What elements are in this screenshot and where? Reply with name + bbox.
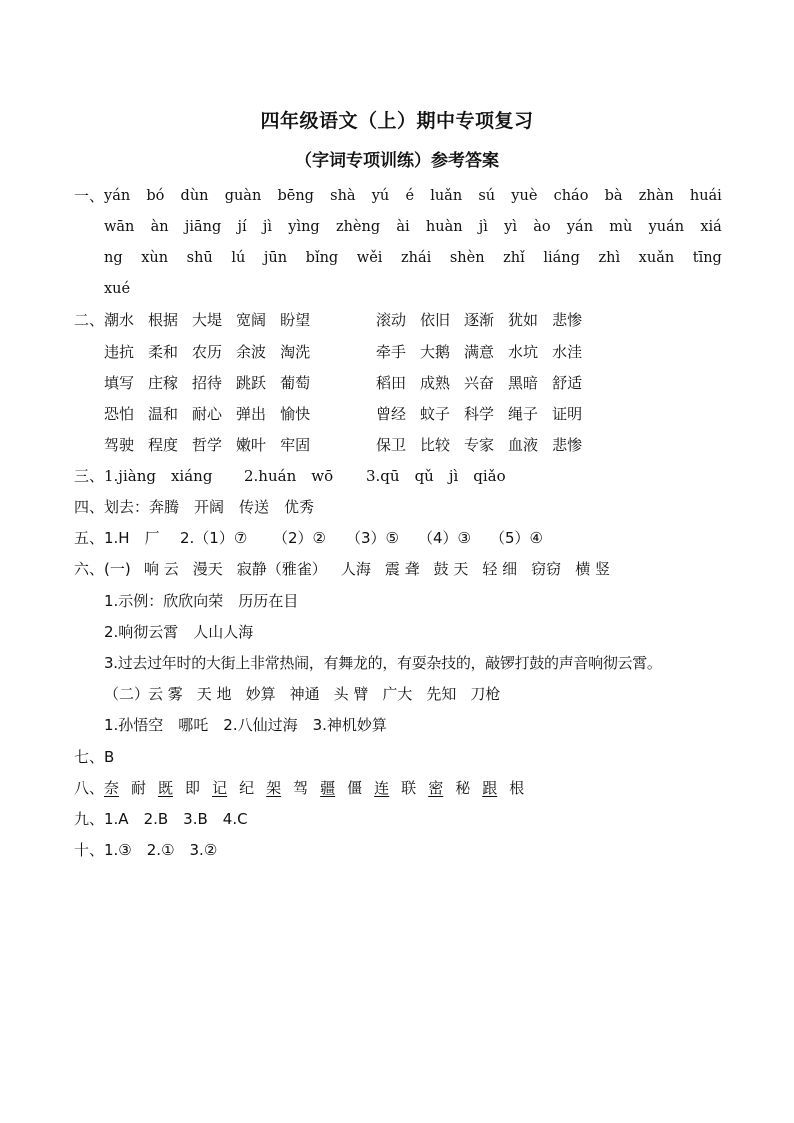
part-1-items [144,557,624,581]
pinyin-syllable: zhǐ [503,250,525,266]
underlined-char: 疆 [320,779,336,797]
underlined-char: 密 [428,779,444,797]
char: 僵 [347,779,363,797]
pinyin-syllable: dùn [180,188,209,204]
word: 招待 [192,374,223,392]
word: 血液 [508,436,539,454]
pinyin-syllable: luǎn [430,188,463,204]
word: 依旧 [420,311,451,329]
pinyin-syllable: cháo [553,188,589,204]
pinyin-line [104,184,722,208]
section-3 [0,464,794,488]
word: 潮水 [104,311,135,329]
underlined-char: 连 [374,779,390,797]
underlined-char: 既 [158,779,174,797]
word: 逐渐 [464,311,495,329]
word: 证明 [552,405,583,423]
pinyin-syllable: xiá [700,219,722,235]
word: 跳跃 [236,374,267,392]
answer-item: 2.huán wō [244,467,334,485]
pinyin-syllable: zhàn [638,188,674,204]
char-pairs [104,776,536,800]
word: 保卫 [376,436,407,454]
underlined-char: 记 [212,779,228,797]
pinyin-syllable: yú [371,188,390,204]
pinyin-syllable: shèn [449,250,485,266]
answer-item: （5）④ [490,529,543,547]
word-group-left [104,402,324,426]
pinyin-syllable: shū [186,250,213,266]
word: 成熟 [420,374,451,392]
section-number: 三、 [74,467,105,485]
pinyin-syllable: sú [478,188,496,204]
answer-item: 1.H 厂 [104,529,160,547]
section-6-part-1 [0,557,794,581]
word: 根据 [148,311,179,329]
word: 填写 [104,374,135,392]
underlined-char: 跟 [482,779,498,797]
word-group-right [376,433,596,457]
word: 牢固 [280,436,311,454]
list-item: 窃窃 [531,560,562,578]
part-label: (一) [104,560,131,578]
pinyin-syllable: guàn [224,188,262,204]
answer-text: 3.过去过年时的大街上非常热闹，有舞龙的，有耍杂技的，敲锣打鼓的声音响彻云霄。 [104,654,662,672]
pinyin-syllable: yì [504,219,518,235]
pinyin-syllable: bēng [277,188,314,204]
pinyin-syllable: ài [396,219,410,235]
section-4 [0,495,794,519]
section-number: 八、 [74,779,105,797]
pinyin-syllable: shà [330,188,356,204]
pinyin-syllable: mù [609,219,633,235]
word-group-left [104,371,324,395]
answer-text: 2.响彻云霄 人山人海 [104,623,254,641]
pinyin-syllable: é [405,188,415,204]
pinyin-syllable: xùn [141,250,169,266]
section-10 [0,838,794,862]
list-item: 响 云 [144,560,179,578]
answer-item: 2.（1）⑦ [180,529,248,547]
char: 驾 [293,779,309,797]
answer-item: 1.jiàng xiáng [104,467,213,485]
pinyin-syllable: yìng [288,219,320,235]
word: 宽阔 [236,311,267,329]
pinyin-syllable: huái [689,188,722,204]
pinyin-syllable: jūn [263,250,288,266]
word: 悲惨 [552,311,583,329]
word: 愉快 [280,405,311,423]
section-6-line-1 [0,589,794,613]
pinyin-line [104,215,722,239]
word: 曾经 [376,405,407,423]
pinyin-syllable: zhái [401,250,432,266]
section-number: 四、 [74,498,105,516]
list-item: 天 地 [196,685,232,703]
word: 弹出 [236,405,267,423]
list-item: 寂静（雅雀） [236,560,327,578]
section-2-row-4 [0,402,794,426]
pinyin-syllable: ng [104,250,123,266]
pinyin-syllable: liáng [543,250,580,266]
section-9 [0,807,794,831]
word: 兴奋 [464,374,495,392]
pinyin-syllable: bó [146,188,165,204]
word: 耐心 [192,405,223,423]
list-item: 震 聋 [384,560,420,578]
section-8 [0,776,794,800]
word: 大堤 [192,311,223,329]
pinyin-syllable: jì [262,219,273,235]
pinyin-syllable: xuǎn [638,250,675,266]
pinyin-syllable: tīng [692,250,722,266]
word: 驾驶 [104,436,135,454]
answer-text: 1.A 2.B 3.B 4.C [104,810,248,828]
char: 即 [185,779,201,797]
word: 舒适 [552,374,583,392]
answer-item: （4）③ [418,529,471,547]
pinyin-syllable: yán [104,188,131,204]
word: 绳子 [508,405,539,423]
pinyin-syllable: bǐng [305,250,339,266]
word: 盼望 [280,311,311,329]
section-5 [0,526,794,550]
char: 纪 [239,779,255,797]
answer-item: 3.qū qǔ jì qiǎo [366,467,506,485]
word: 犹如 [508,311,539,329]
word: 牵手 [376,343,407,361]
answer-text: 划去：奔腾 开阔 传送 优秀 [104,498,315,516]
word: 程度 [148,436,179,454]
word: 恐怕 [104,405,135,423]
pinyin-syllable: jí [237,219,247,235]
word: 农历 [192,343,223,361]
section-2-row-3 [0,371,794,395]
underlined-char: 奈 [104,779,120,797]
word: 悲惨 [552,436,583,454]
pinyin-syllable: wān [104,219,135,235]
list-item: 云 雾 [148,685,183,703]
list-item: 妙算 [245,685,276,703]
section-6-part-2 [0,682,794,706]
word: 嫩叶 [236,436,267,454]
section-number: 九、 [74,810,105,828]
list-item: 头 臂 [333,685,369,703]
char: 根 [509,779,525,797]
char: 联 [401,779,417,797]
list-item: 广大 [382,685,413,703]
pinyin-syllable: zhèng [335,219,381,235]
list-item: 人海 [340,560,371,578]
section-2-row-1 [0,308,794,332]
word: 水洼 [552,343,583,361]
section-6-line-3 [0,651,794,675]
pinyin-syllable: yuán [648,219,685,235]
word-group-right [376,340,596,364]
list-item: 先知 [426,685,457,703]
pinyin-syllable: yuè [511,188,538,204]
section-1-line-2 [0,215,794,239]
word: 专家 [464,436,495,454]
word: 违抗 [104,343,135,361]
char: 耐 [131,779,147,797]
word-group-right [376,402,596,426]
word: 比较 [420,436,451,454]
word: 滚动 [376,311,407,329]
word: 满意 [464,343,495,361]
part-2-items [148,682,514,706]
char: 秘 [455,779,471,797]
answer-item: （2）② [273,529,326,547]
pinyin-syllable: huàn [425,219,463,235]
word: 余波 [236,343,267,361]
pinyin-syllable: yán [566,219,594,235]
pinyin-syllable: ào [533,219,551,235]
pinyin-line [104,246,722,270]
word: 哲学 [192,436,223,454]
word-group-left [104,433,324,457]
pinyin-line [104,277,722,301]
word: 水坑 [508,343,539,361]
part-label: （二） [104,685,150,703]
pinyin-syllable: lú [231,250,246,266]
word: 黑暗 [508,374,539,392]
section-6-line-2 [0,620,794,644]
word: 蚊子 [420,405,451,423]
answer-text: 1.③ 2.① 3.② [104,841,218,859]
underlined-char: 架 [266,779,282,797]
list-item: 轻 细 [482,560,518,578]
section-number: 二、 [74,311,105,329]
answer-item: （3）⑤ [346,529,399,547]
word: 庄稼 [148,374,179,392]
word: 淘洗 [280,343,311,361]
pinyin-syllable: bà [604,188,623,204]
section-number: 六、 [74,560,105,578]
section-1-line-1 [0,184,794,208]
list-item: 漫天 [192,560,223,578]
section-2-row-5 [0,433,794,457]
section-number: 七、 [74,748,105,766]
answer-text: B [104,748,115,766]
section-1-line-3 [0,246,794,270]
list-item: 鼓 天 [433,560,469,578]
word: 大鹅 [420,343,451,361]
list-item: 横 竖 [575,560,610,578]
section-2-row-2 [0,340,794,364]
section-number: 十、 [74,841,105,859]
word-group-right [376,308,596,332]
list-item: 刀枪 [470,685,501,703]
word: 温和 [148,405,179,423]
pinyin-syllable: wěi [356,250,383,266]
section-number: 五、 [74,529,105,547]
page-title: 四年级语文（上）期中专项复习 [260,110,534,132]
section-number: 一、 [74,187,105,205]
section-6-line-4 [0,713,794,737]
word: 葡萄 [280,374,311,392]
word-group-left [104,308,324,332]
pinyin-syllable: àn [150,219,169,235]
page-subtitle: （字词专项训练）参考答案 [295,151,499,171]
section-1-line-4 [0,277,794,301]
word: 柔和 [148,343,179,361]
pinyin-syllable: jì [478,219,488,235]
answer-text: 1.孙悟空 哪吒 2.八仙过海 3.神机妙算 [104,716,387,734]
pinyin-syllable: zhì [598,250,621,266]
answer-text: 1.示例：欣欣向荣 历历在目 [104,592,299,610]
list-item: 神通 [289,685,320,703]
word-group-right [376,371,596,395]
pinyin-syllable: jiāng [184,219,222,235]
word: 稻田 [376,374,407,392]
word: 科学 [464,405,495,423]
pinyin-syllable: xué [104,281,131,297]
section-7 [0,745,794,769]
word-group-left [104,340,324,364]
